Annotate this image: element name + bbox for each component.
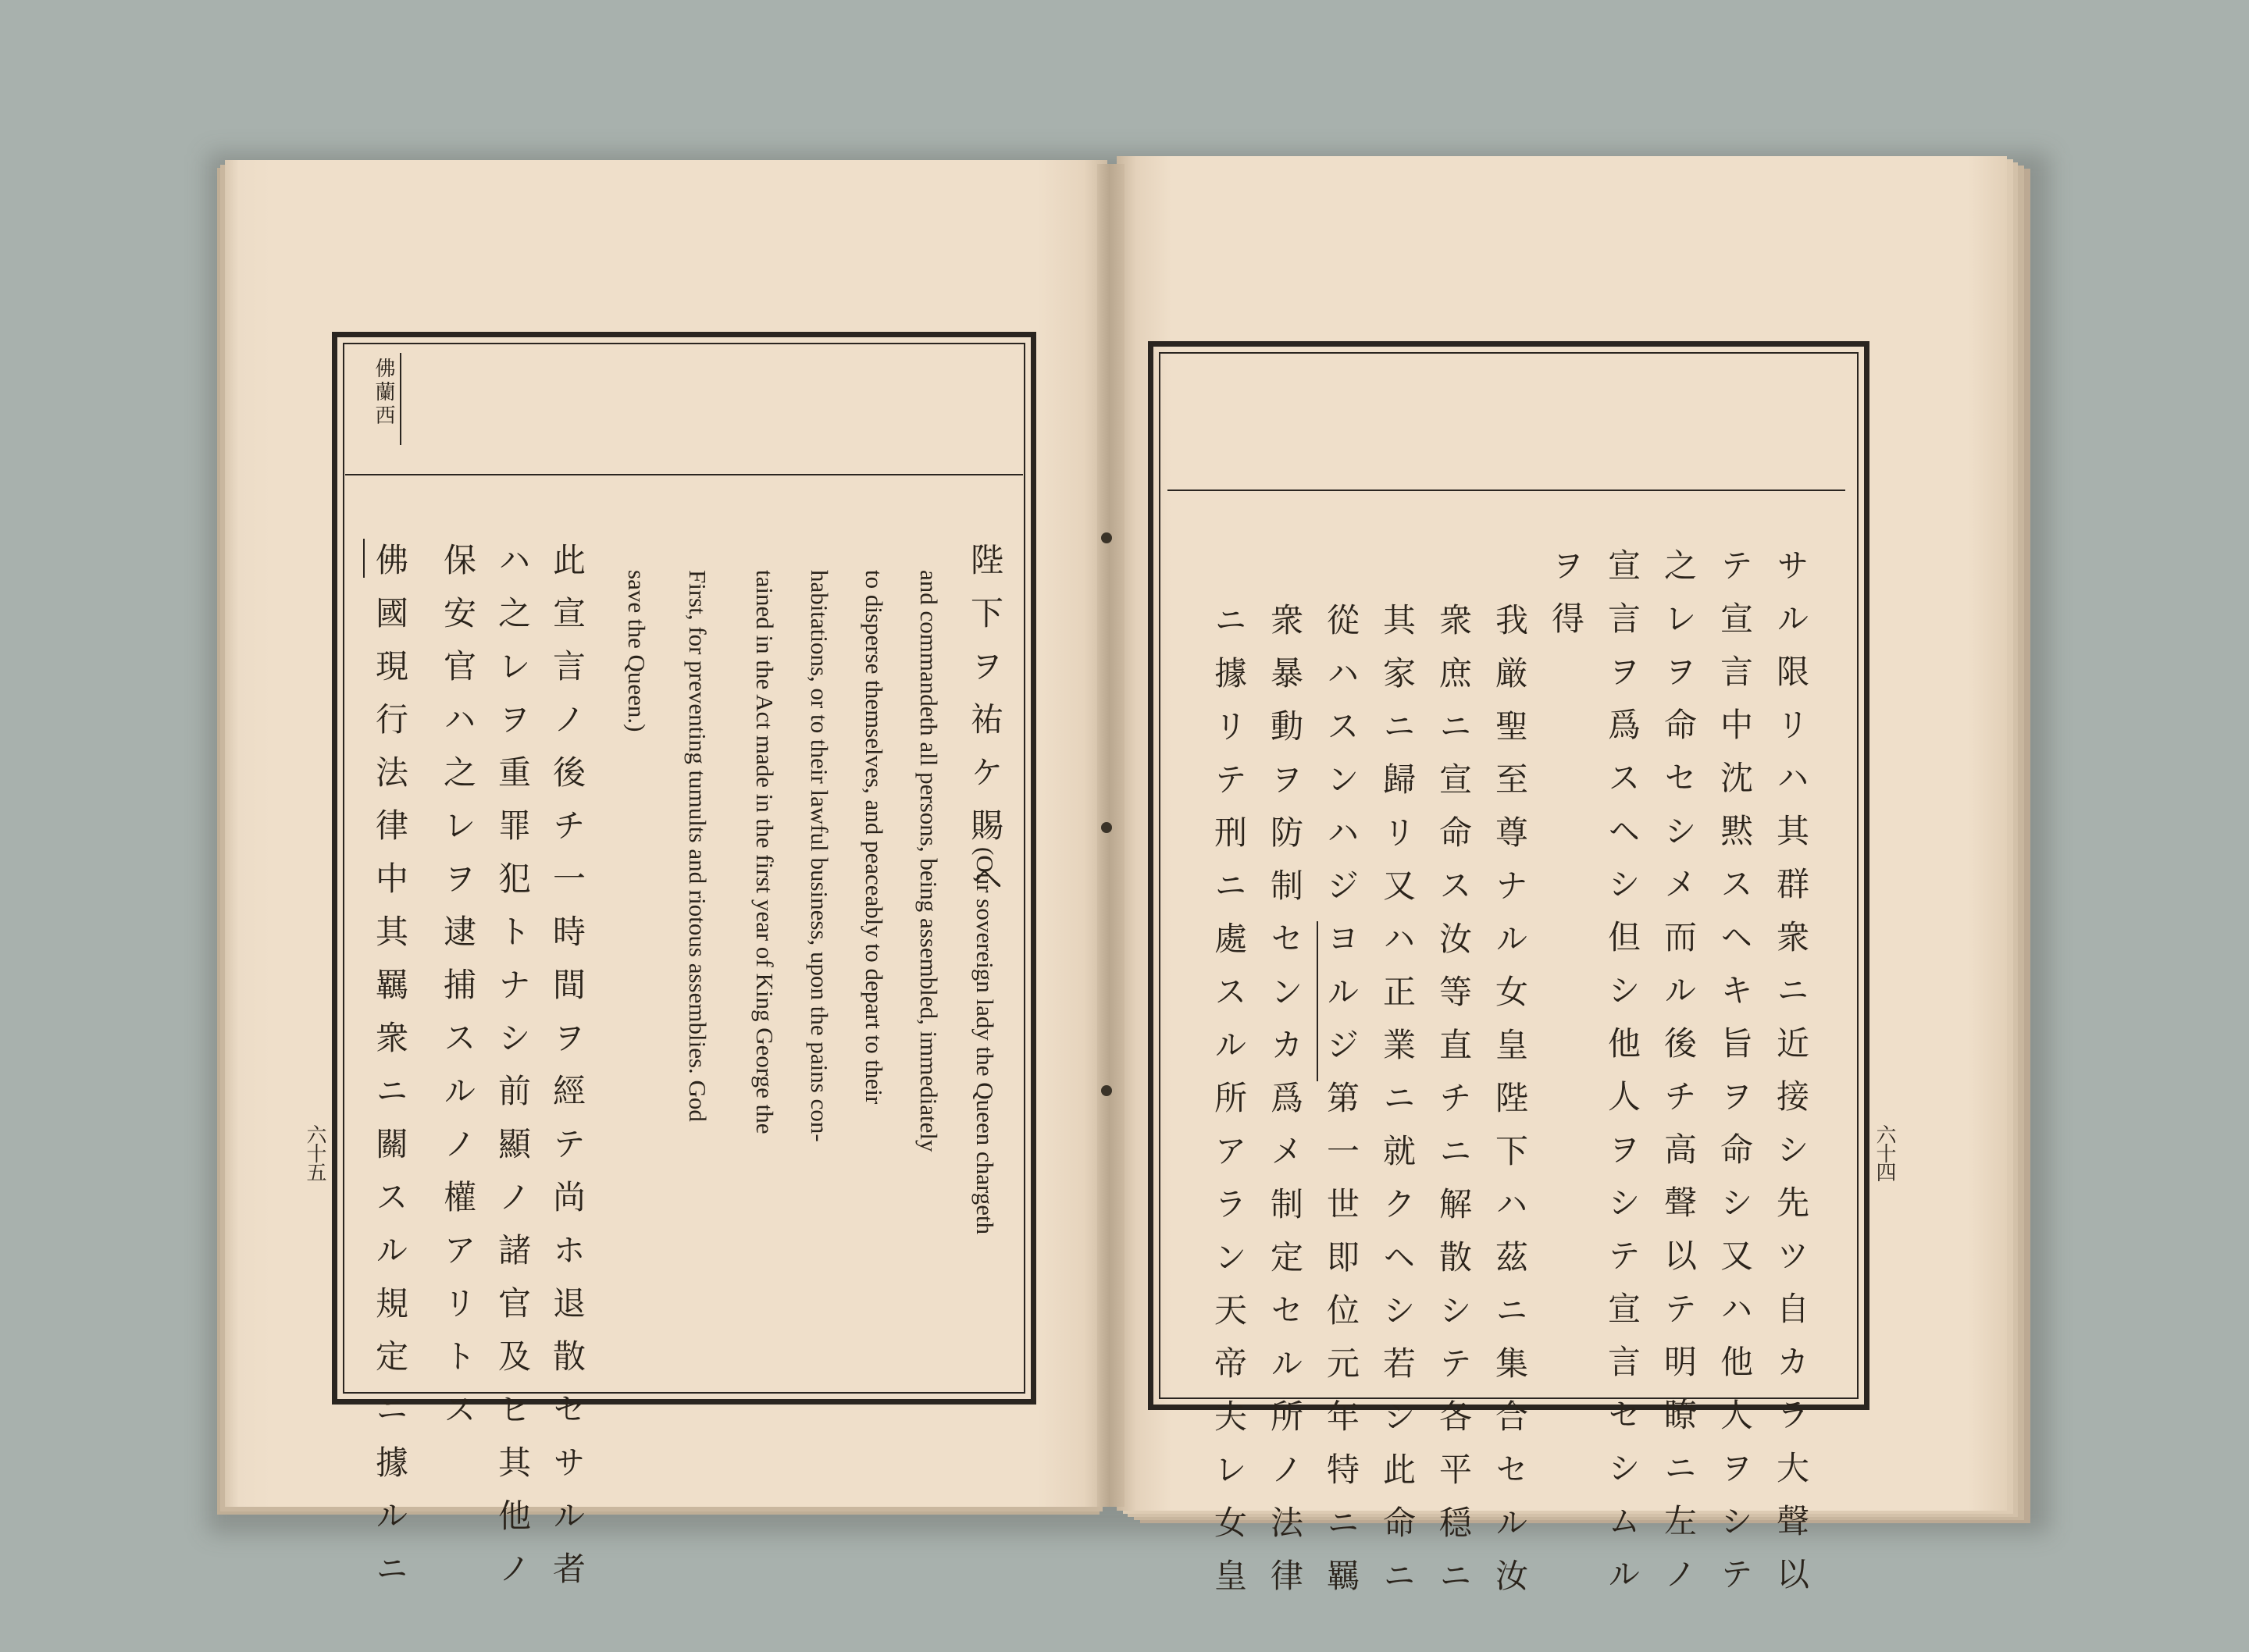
right-column-4: 宣言ヲ爲スヘシ但シ他人ヲシテ宣言セシムル bbox=[1603, 548, 1641, 1610]
right-column-8: 其家ニ歸リ又ハ正業ニ就クヘシ若シ此命ニ bbox=[1378, 603, 1417, 1611]
left-column-1: 此宣言ノ後チ一時間ヲ經テ尚ホ退散セサル者 bbox=[548, 543, 586, 1604]
page-number-right: 六十四 bbox=[1873, 1124, 1896, 1180]
running-head-rule bbox=[400, 353, 401, 445]
right-column-3: 之レヲ命セシメ而ル後チ高聲以テ明瞭ニ左ノ bbox=[1659, 548, 1698, 1610]
english-line-1: (Our sovereign lady the Queen chargeth bbox=[971, 847, 999, 1235]
english-line-6: First, for preventing tumults and riotous assemblies. God bbox=[684, 570, 711, 1122]
left-header-rule bbox=[345, 474, 1023, 475]
proper-noun-mark bbox=[363, 539, 365, 578]
page-number-left: 六十五 bbox=[303, 1124, 326, 1180]
stitch-hole-bottom bbox=[1101, 1085, 1112, 1096]
stitch-hole-middle bbox=[1101, 822, 1112, 833]
english-line-7: save the Queen.) bbox=[623, 570, 650, 732]
english-line-4: habitations, or to their lawful business, upon the pains con- bbox=[806, 570, 833, 1142]
left-column-3: 保安官ハ之レヲ逮捕スルノ權アリトス bbox=[439, 543, 477, 1445]
stitch-hole-top bbox=[1101, 532, 1112, 543]
kanji-line-intro: 陛下ヲ祐ケ賜ヘ bbox=[966, 543, 1004, 914]
left-column-2: ハ之レヲ重罪犯トナシ前顯ノ諸官及ヒ其他ノ bbox=[494, 543, 532, 1604]
right-column-2: テ宣言中沈黙スヘキ旨ヲ命シ又ハ他人ヲシテ bbox=[1716, 548, 1754, 1610]
english-line-5: tained in the Act made in the first year of King George the bbox=[751, 570, 779, 1134]
right-column-7: 衆庶ニ宣命ス汝等直チニ解散シテ各平穏ニ bbox=[1435, 603, 1473, 1611]
english-line-3: to disperse themselves, and peaceably to depart to their bbox=[861, 570, 888, 1105]
right-column-1: サル限リハ其群衆ニ近接シ先ツ自カラ大聲以 bbox=[1772, 548, 1810, 1610]
right-header-rule bbox=[1167, 490, 1845, 491]
right-column-11: ニ據リテ刑ニ處スル所アラン天帝夫レ女皇 bbox=[1210, 603, 1248, 1611]
english-line-2: and commandeth all persons, being assembled, immediately bbox=[915, 570, 943, 1152]
running-head: 佛蘭西 bbox=[372, 358, 395, 428]
right-column-9: 從ハスンハジヨルジ第一世即位元年特ニ羈 bbox=[1322, 603, 1360, 1611]
book-gutter bbox=[1097, 164, 1124, 1507]
right-column-6: 我厳聖至尊ナル女皇陛下ハ茲ニ集合セル汝 bbox=[1491, 603, 1529, 1611]
right-column-10: 衆暴動ヲ防制センカ爲メ制定セル所ノ法律 bbox=[1266, 603, 1304, 1611]
left-column-4: 佛國現行法律中其羈衆ニ關スル規定ニ據ルニ bbox=[371, 543, 409, 1604]
right-column-5: ヲ得 bbox=[1547, 548, 1585, 654]
proper-noun-mark-george bbox=[1317, 921, 1318, 1081]
